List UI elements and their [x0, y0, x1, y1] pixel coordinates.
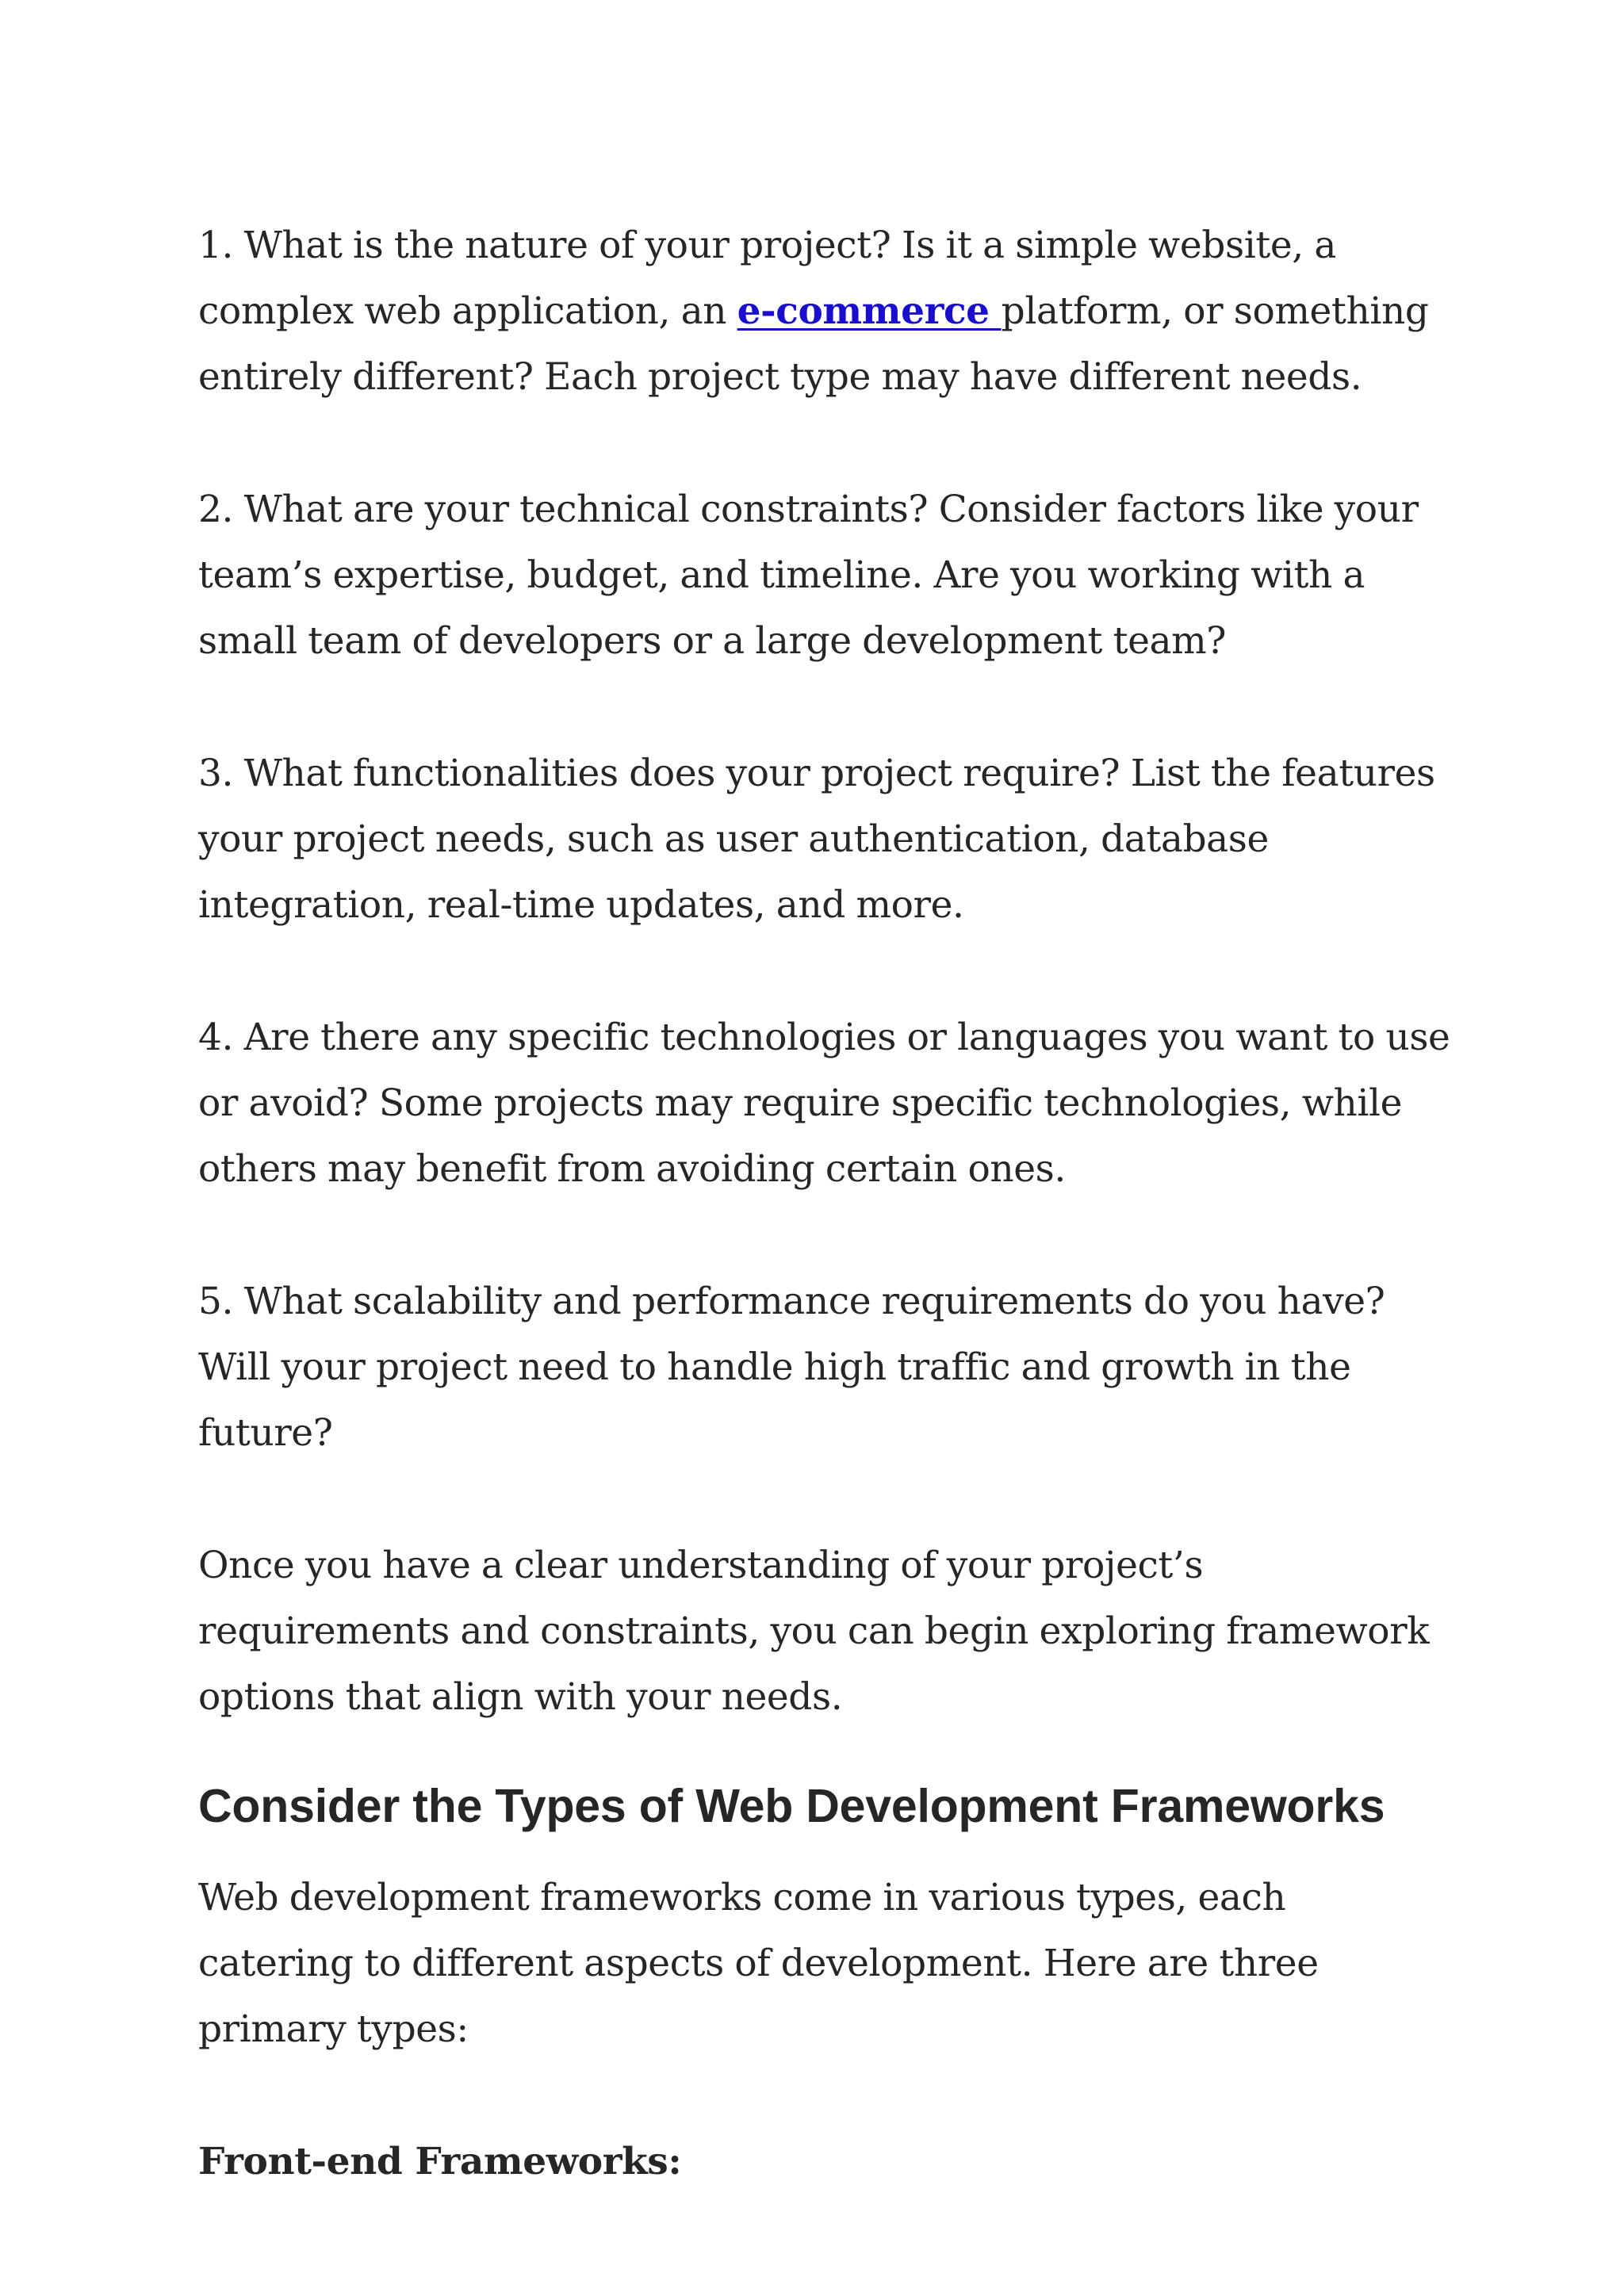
- document-page: [198, 212, 1451, 2195]
- section-heading: Consider the Types of Web Development Frameworks: [198, 1780, 1385, 1832]
- question-paragraph-3: 3. What functionalities does your project require? List the features your project needs, such as user authentication, database integration, real-time updates, and more.: [198, 752, 1435, 927]
- summary-paragraph: Once you have a clear understanding of your project’s requirements and constraints, you can begin exploring framework options that align with your needs.: [198, 1544, 1430, 1719]
- question-paragraph-4: 4. Are there any specific technologies or languages you want to use or avoid? Some projects may require specific technologies, while others may benefit from avoiding certain ones.: [198, 1016, 1450, 1191]
- question-paragraph-5: 5. What scalability and performance requirements do you have? Will your project need to handle high traffic and growth in the future?: [198, 1280, 1385, 1455]
- question-paragraph-2: 2. What are your technical constraints? Consider factors like your team’s expertise, budget, and timeline. Are you working with a small team of developers or a large development team?: [198, 488, 1419, 663]
- question-1-text-before-link: 1. What is the nature of your project? Is it a simple website, a complex web application, an: [198, 224, 1336, 333]
- question-1-text-after-link: platform, or something entirely different? Each project type may have different needs.: [198, 289, 1429, 399]
- question-paragraph-1: [198, 212, 1451, 410]
- ecommerce-link[interactable]: e-commerce: [737, 289, 1002, 333]
- section-intro-paragraph: Web development frameworks come in various types, each catering to different aspects of development. Here are three primary types:: [198, 1876, 1319, 2051]
- front-end-frameworks-subheading: Front-end Frameworks:: [198, 2140, 682, 2183]
